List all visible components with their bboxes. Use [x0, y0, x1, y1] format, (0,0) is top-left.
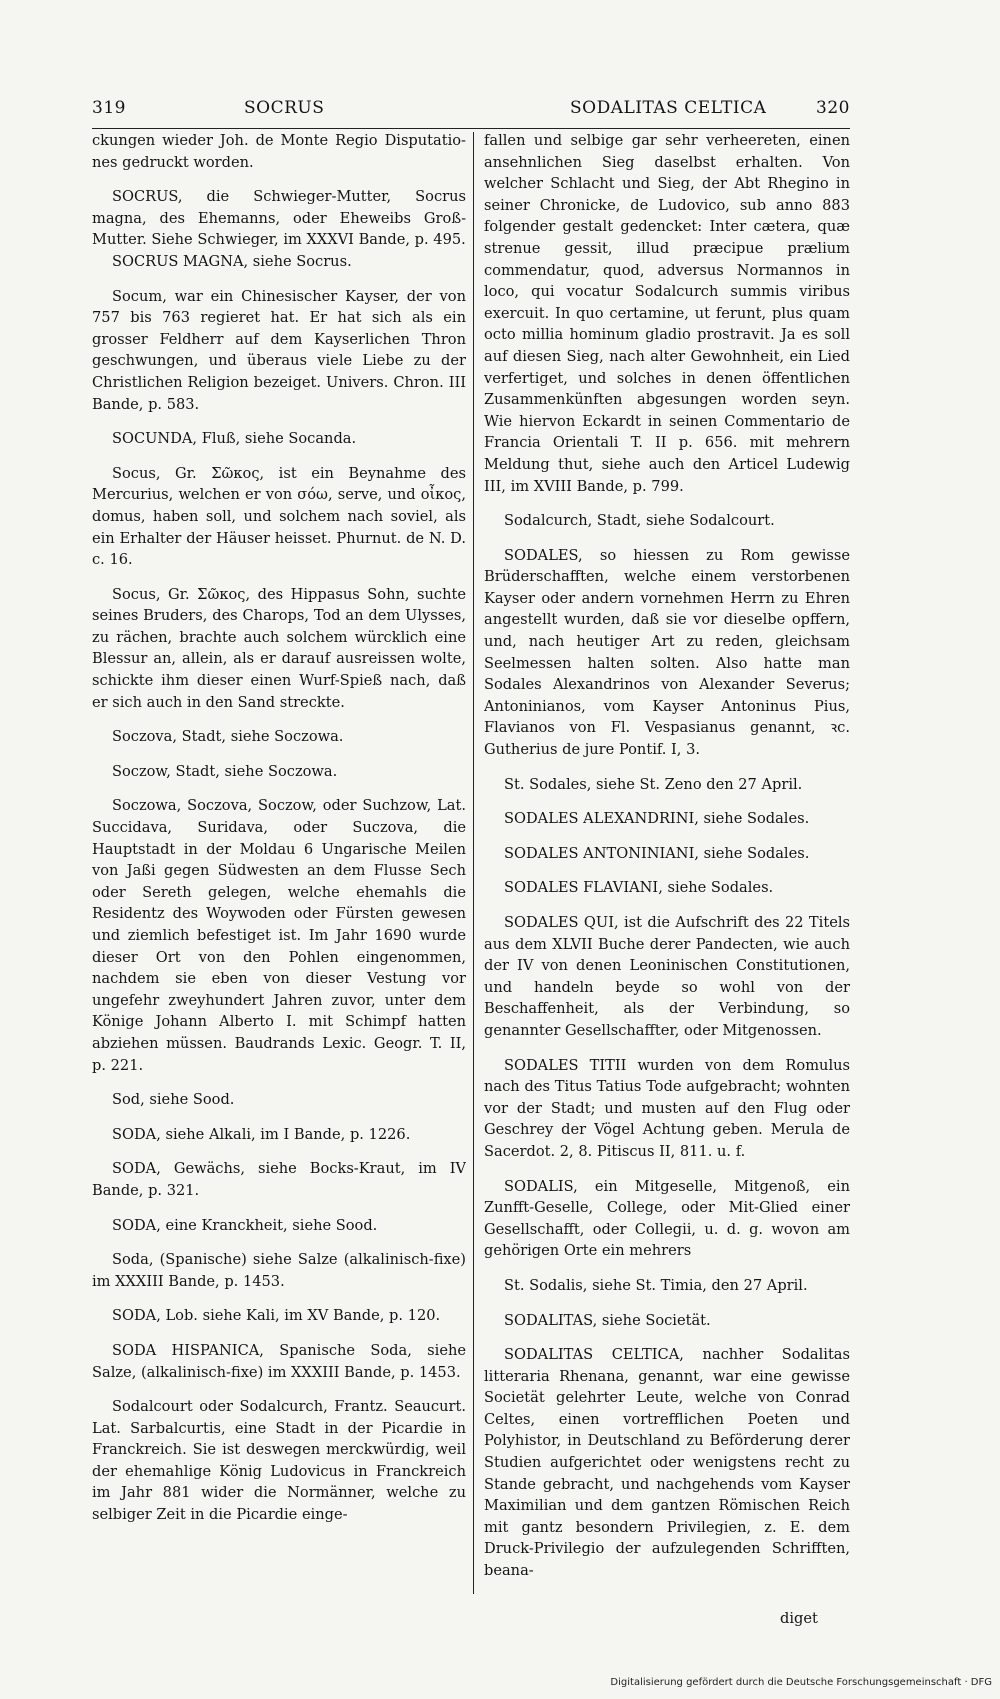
catchword: diget	[780, 1610, 818, 1627]
entry-paragraph: SODA HISPANICA, Spanische Soda, siehe Salze, (alkalinisch-fixe) im XXXIII Bande, p. 1453.	[92, 1341, 466, 1381]
entry-paragraph: SODALES FLAVIANI, siehe Sodales.	[504, 879, 774, 897]
entry-paragraph: SODALES ANTONINIANI, siehe Sodales.	[504, 844, 810, 862]
digitization-credit: Digitalisierung gefördert durch die Deutsche Forschungsgemeinschaft · DFG	[610, 1677, 992, 1688]
entry-paragraph: St. Sodalis, siehe St. Timia, den 27 April.	[504, 1276, 808, 1294]
running-header	[92, 98, 850, 126]
entry-paragraph: Soczow, Stadt, siehe Soczowa.	[112, 762, 338, 780]
entry-paragraph: SOCRUS MAGNA, siehe Socrus.	[112, 252, 352, 270]
entry-paragraph: St. Sodales, siehe St. Zeno den 27 April.	[504, 775, 803, 793]
entry-paragraph: Sodalcourt oder Sodalcurch, Frantz. Seaucurt. Lat. Sarbalcurtis, eine Stadt in der Picardie in Franckreich. Sie ist deswegen merckwürdig, weil der ehemahlige König Ludovicus in Franckreich im Jahr 881 wider die Normänner, welche zu selbiger Zeit in die Picardie einge-	[92, 1398, 466, 1524]
entry-paragraph: SODALES, so hiessen zu Rom gewisse Brüderschafften, welche einem verstorbenen Kayser oder andern vornehmen Herrn zu Ehren angestellt wurden, daß sie vor dieselbe opffern, und, nach heutiger Art zu reden, gleichsam Seelmessen halten solten. Also hatte man Sodales Alexandrinos von Alexander Severus; Antoninianos, vom Kayser Antoninus Pius, Flavianos von Fl. Vespasianus genannt, ꝛc. Gutherius de jure Pontif. I, 3.	[484, 546, 850, 759]
entry-paragraph: SODALITAS, siehe Societät.	[504, 1311, 711, 1329]
entry-paragraph: SODA, siehe Alkali, im I Bande, p. 1226.	[112, 1125, 411, 1143]
entry-paragraph: Socus, Gr. Σῶκος, ist ein Beynahme des Mercurius, welchen er von σόω, serve, und οἶκος, domus, haben soll, und solchem nach soviel, als ein Erhalter der Häuser heisset. Phurnut. de N. D. c. 16.	[92, 464, 466, 569]
entry-paragraph: SODALITAS CELTICA, nachher Sodalitas litteraria Rhenana, genannt, war eine gewisse Societät gelehrter Leute, welche von Conrad Celtes, einen vortrefflichen Poeten und Polyhistor, in Deutschland zu Beförderung derer Studien aufgerichtet oder wenigstens recht zu Stande gebracht, und nachgehends vom Kayser Maximilian und dem gantzen Römischen Reich mit gantz besondern Privilegien, z. E. dem Druck-Privilegio der aufzulegenden Schrifften, beana-	[484, 1346, 850, 1580]
entry-paragraph: Sodalcurch, Stadt, siehe Sodalcourt.	[504, 512, 775, 530]
column-divider	[473, 132, 474, 1594]
entry-paragraph: SOCUNDA, Fluß, siehe Socanda.	[112, 430, 357, 448]
page-number-right: 320	[816, 98, 850, 118]
entry-paragraph: Soczowa, Soczova, Soczow, oder Suchzow, Lat. Succidava, Suridava, oder Suczova, die Hauptstadt in der Moldau 6 Ungarische Meilen von Jaßi gegen Südwesten an dem Flusse Sech oder Sereth gelegen, welche ehemahls die Residentz des Woywoden oder Fürsten gewesen und ziemlich befestiget ist. Im Jahr 1690 wurde dieser Ort von den Pohlen eingenommen, nachdem sie eben von dieser Vestung vor ungefehr zweyhundert Jahren zuvor, unter dem Könige Johann Alberto I. mit Schimpf hatten abziehen müssen. Baudrands Lexic. Geogr. T. II, p. 221.	[92, 797, 466, 1074]
entry-paragraph: SODALES QUI, ist die Aufschrift des 22 Titels aus dem XLVII Buche derer Pandecten, wie auch der IV von denen Leoninischen Constitutionen, und handeln beyde so wohl von der Beschaffenheit, als der Verbindung, so genannter Gesellschaffter, oder Mitgenossen.	[484, 914, 850, 1039]
entry-paragraph: SODA, Gewächs, siehe Bocks-Kraut, im IV Bande, p. 321.	[92, 1160, 466, 1199]
entry-paragraph: SODA, eine Kranckheit, siehe Sood.	[112, 1216, 378, 1234]
entry-paragraph: SODALIS, ein Mitgeselle, Mitgenoß, ein Zunfft-Geselle, College, oder Mit-Glied einer Gesellschafft, oder Collegii, u. d. g. wovon am gehörigen Orte ein mehrers	[484, 1177, 850, 1260]
running-headword-right: SODALITAS CELTICA	[570, 98, 767, 118]
entry-paragraph: SODALES ALEXANDRINI, siehe Sodales.	[504, 810, 810, 828]
header-rule	[92, 128, 850, 129]
running-headword-left: SOCRUS	[244, 98, 325, 118]
page-number-left: 319	[92, 98, 126, 118]
entry-paragraph: Soczova, Stadt, siehe Soczowa.	[112, 728, 344, 746]
entry-paragraph: Sod, siehe Sood.	[112, 1091, 235, 1109]
left-column	[92, 130, 466, 1596]
entry-paragraph: ckungen wieder Joh. de Monte Regio Disputatio-nes gedruckt worden.	[92, 132, 466, 171]
entry-paragraph: SOCRUS, die Schwieger-Mutter, Socrus magna, des Ehemanns, oder Eheweibs Groß-Mutter. Siehe Schwieger, im XXXVI Bande, p. 495.	[92, 188, 466, 249]
entry-paragraph: fallen und selbige gar sehr verheereten, einen ansehnlichen Sieg daselbst erhalten. Von welcher Schlacht und Sieg, der Abt Rhegino in seiner Chronicke, de Ludovico, sub anno 883 folgender gestalt gedencket: Inter cætera, quæ strenue gessit, illud præcipue prælium commendatur, quod, adversus Normannos in loco, qui vocatur Sodalcurch summis viribus exercuit. In quo certamine, ut ferunt, plus quam octo millia hominum gladio prostravit. Ja es soll auf diesen Sieg, nach alter Gewohnheit, ein Lied verfertiget, und solches in denen öffentlichen Zusammenkünften abgesungen worden seyn. Wie hiervon Eckardt in seinen Commentario de Francia Orientali T. II p. 656. mit mehrern Meldung thut, siehe auch den Articel Ludewig III, im XVIII Bande, p. 799.	[484, 132, 850, 495]
entry-paragraph: Soda, (Spanische) siehe Salze (alkalinisch-fixe) im XXXIII Bande, p. 1453.	[92, 1251, 466, 1290]
right-column	[484, 130, 850, 1596]
entry-paragraph: SODA, Lob. siehe Kali, im XV Bande, p. 120.	[112, 1307, 441, 1325]
entry-paragraph: Socus, Gr. Σῶκος, des Hippasus Sohn, suchte seines Bruders, des Charops, Tod an dem Ulysses, zu rächen, brachte auch solchem würcklich eine Blessur an, allein, als er darauf ausreissen wolte, schickte ihm dieser einen Wurf-Spieß nach, daß er sich auch in den Sand streckte.	[92, 585, 466, 711]
entry-paragraph: SODALES TITII wurden von dem Romulus nach des Titus Tatius Tode aufgebracht; wohnten vor der Stadt; und musten auf den Flug oder Geschrey der Vögel Achtung geben. Merula de Sacerdot. 2, 8. Pitiscus II, 811. u. f.	[484, 1056, 850, 1160]
entry-paragraph: Socum, war ein Chinesischer Kayser, der von 757 bis 763 regieret hat. Er hat sich als ein grosser Feldherr auf dem Kayserlichen Thron geschwungen, und überaus viele Liebe zu der Christlichen Religion bezeiget. Univers. Chron. III Bande, p. 583.	[92, 287, 466, 413]
